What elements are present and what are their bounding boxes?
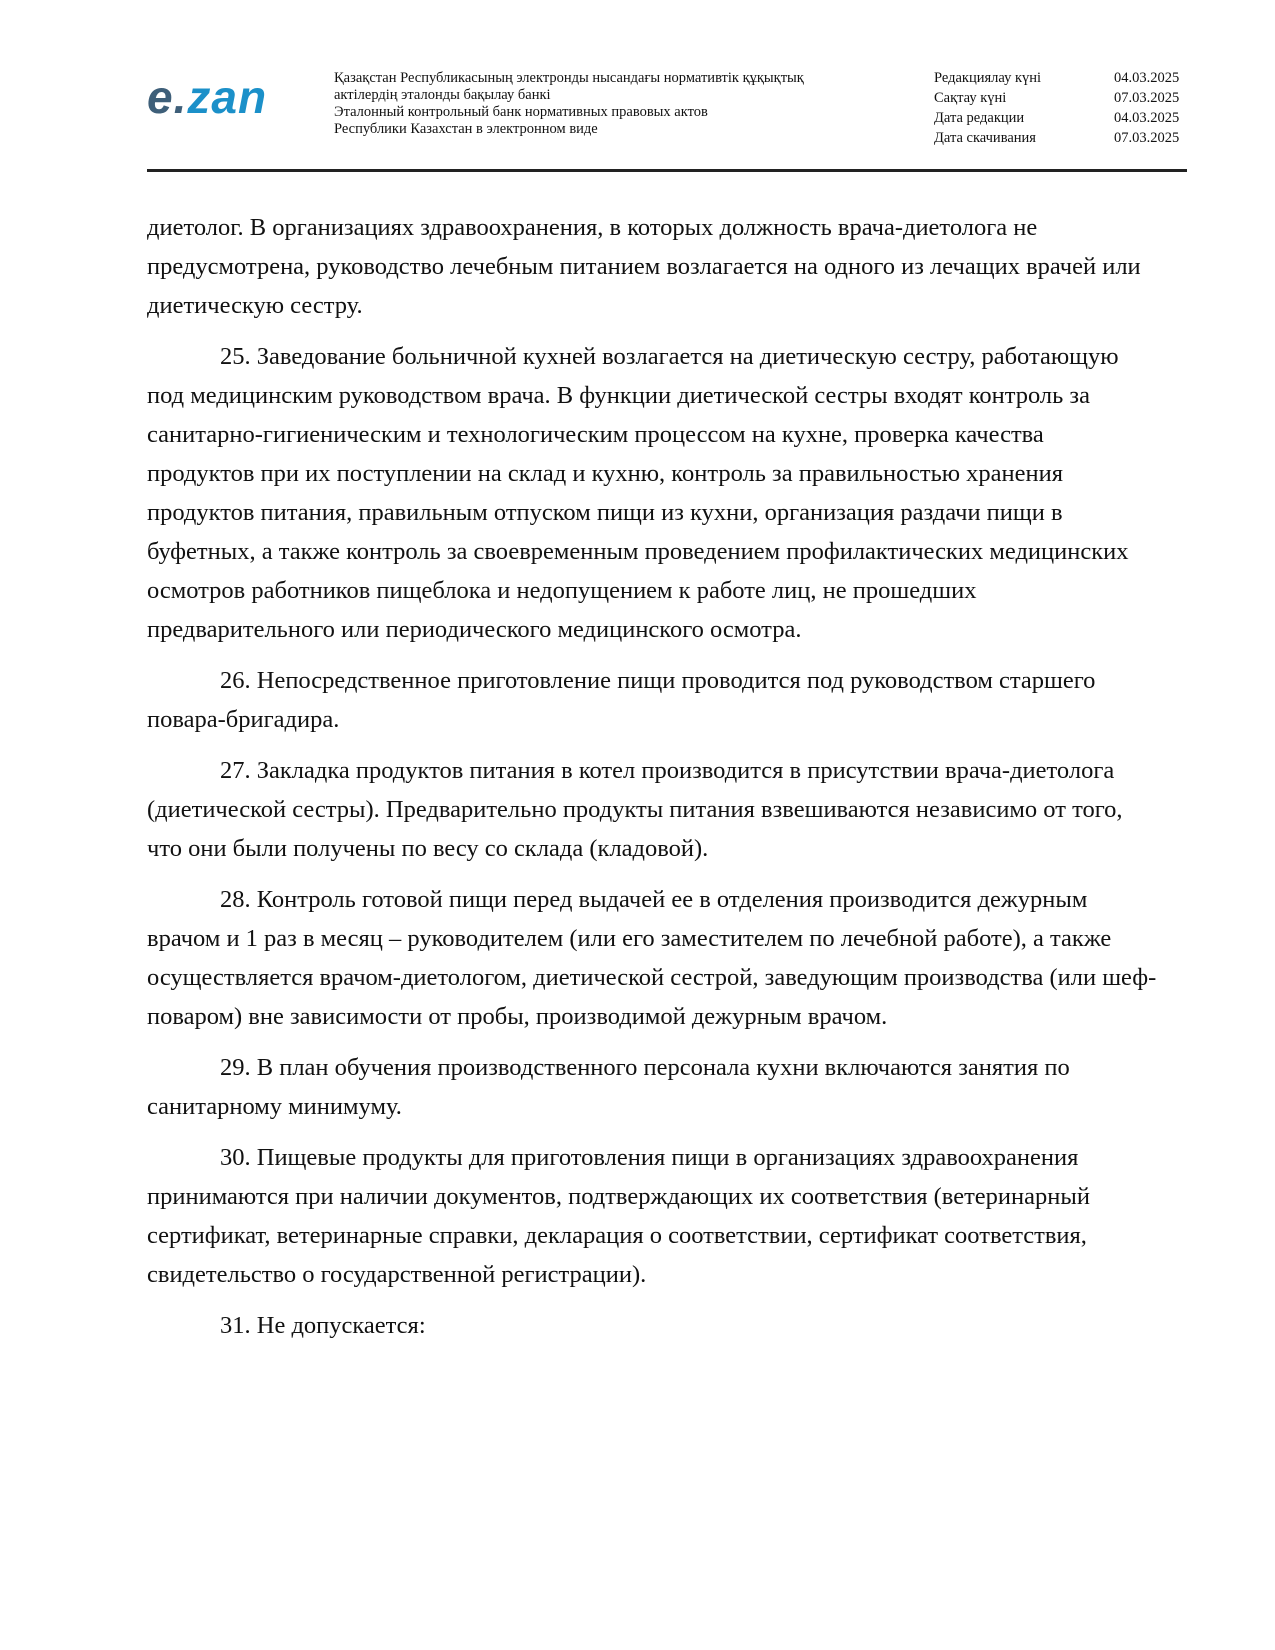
source-line-kz-2: актілердің эталонды бақылау банкі [334, 87, 551, 103]
header-divider [147, 169, 1187, 172]
meta-row-save-date-kz [934, 88, 1189, 108]
logo-letter-e: e [147, 71, 174, 123]
meta-label: Дата редакции [934, 110, 1025, 126]
meta-value: 07.03.2025 [1114, 90, 1180, 106]
meta-label: Редакциялау күні [934, 70, 1042, 86]
paragraph-31: 31. Не допускается: [220, 1312, 426, 1339]
logo-word-zan: zan [187, 71, 268, 123]
source-line-kz-1: Қазақстан Республикасының электронды нысандағы нормативтік құқықтық [334, 70, 804, 86]
source-line-ru-1: Эталонный контрольный банк нормативных правовых актов [334, 104, 708, 120]
document-body [147, 208, 1157, 1357]
paragraph-28: 28. Контроль готовой пищи перед выдачей ее в отделения производится дежурным врачом и 1 раз в месяц – руководителем (или его заместителем по лечебной работе), а также осуществляется врачом-диетологом, диетической сестрой, заведующим производства (или шеф-поваром) вне зависимости от пробы, производимой дежурным врачом. [147, 886, 1157, 1030]
ezan-logo [147, 72, 297, 122]
meta-value: 04.03.2025 [1114, 110, 1180, 126]
meta-label: Дата скачивания [934, 130, 1036, 146]
meta-row-edit-date-kz [934, 68, 1189, 88]
meta-label: Сақтау күні [934, 90, 1007, 106]
logo-dot: . [173, 71, 188, 123]
document-header [147, 64, 1187, 164]
document-dates [934, 68, 1189, 148]
paragraph-27: 27. Закладка продуктов питания в котел производится в присутствии врача-диетолога (диетической сестры). Предварительно продукты питания взвешиваются независимо от того, что они были получены по весу со склада (кладовой). [147, 757, 1123, 862]
paragraph-continuation: диетолог. В организациях здравоохранения, в которых должность врача-диетолога не предусмотрена, руководство лечебным питанием возлагается на одного из лечащих врачей или диетическую сестру. [147, 214, 1141, 319]
source-line-ru-2: Республики Казахстан в электронном виде [334, 121, 598, 137]
source-description [334, 70, 894, 138]
paragraph-26: 26. Непосредственное приготовление пищи проводится под руководством старшего повара-бригадира. [147, 667, 1096, 733]
meta-value: 07.03.2025 [1114, 130, 1180, 146]
meta-value: 04.03.2025 [1114, 70, 1180, 86]
meta-row-edit-date-ru [934, 108, 1189, 128]
paragraph-25: 25. Заведование больничной кухней возлагается на диетическую сестру, работающую под медицинским руководством врача. В функции диетической сестры входят контроль за санитарно-гигиеническим и технологическим процессом на кухне, проверка качества продуктов при их поступлении на склад и кухню, контроль за правильностью хранения продуктов питания, правильным отпуском пищи из кухни, организация раздачи пищи в буфетных, а также контроль за своевременным проведением профилактических медицинских осмотров работников пищеблока и недопущением к работе лиц, не прошедших предварительного или периодического медицинского осмотра. [147, 343, 1129, 643]
meta-row-download-date-ru [934, 128, 1189, 148]
paragraph-29: 29. В план обучения производственного персонала кухни включаются занятия по санитарному минимуму. [147, 1054, 1070, 1120]
paragraph-30: 30. Пищевые продукты для приготовления пищи в организациях здравоохранения принимаются при наличии документов, подтверждающих их соответствия (ветеринарный сертификат, ветеринарные справки, декларация о соответствии, сертификат соответствия, свидетельство о государственной регистрации). [147, 1144, 1090, 1288]
